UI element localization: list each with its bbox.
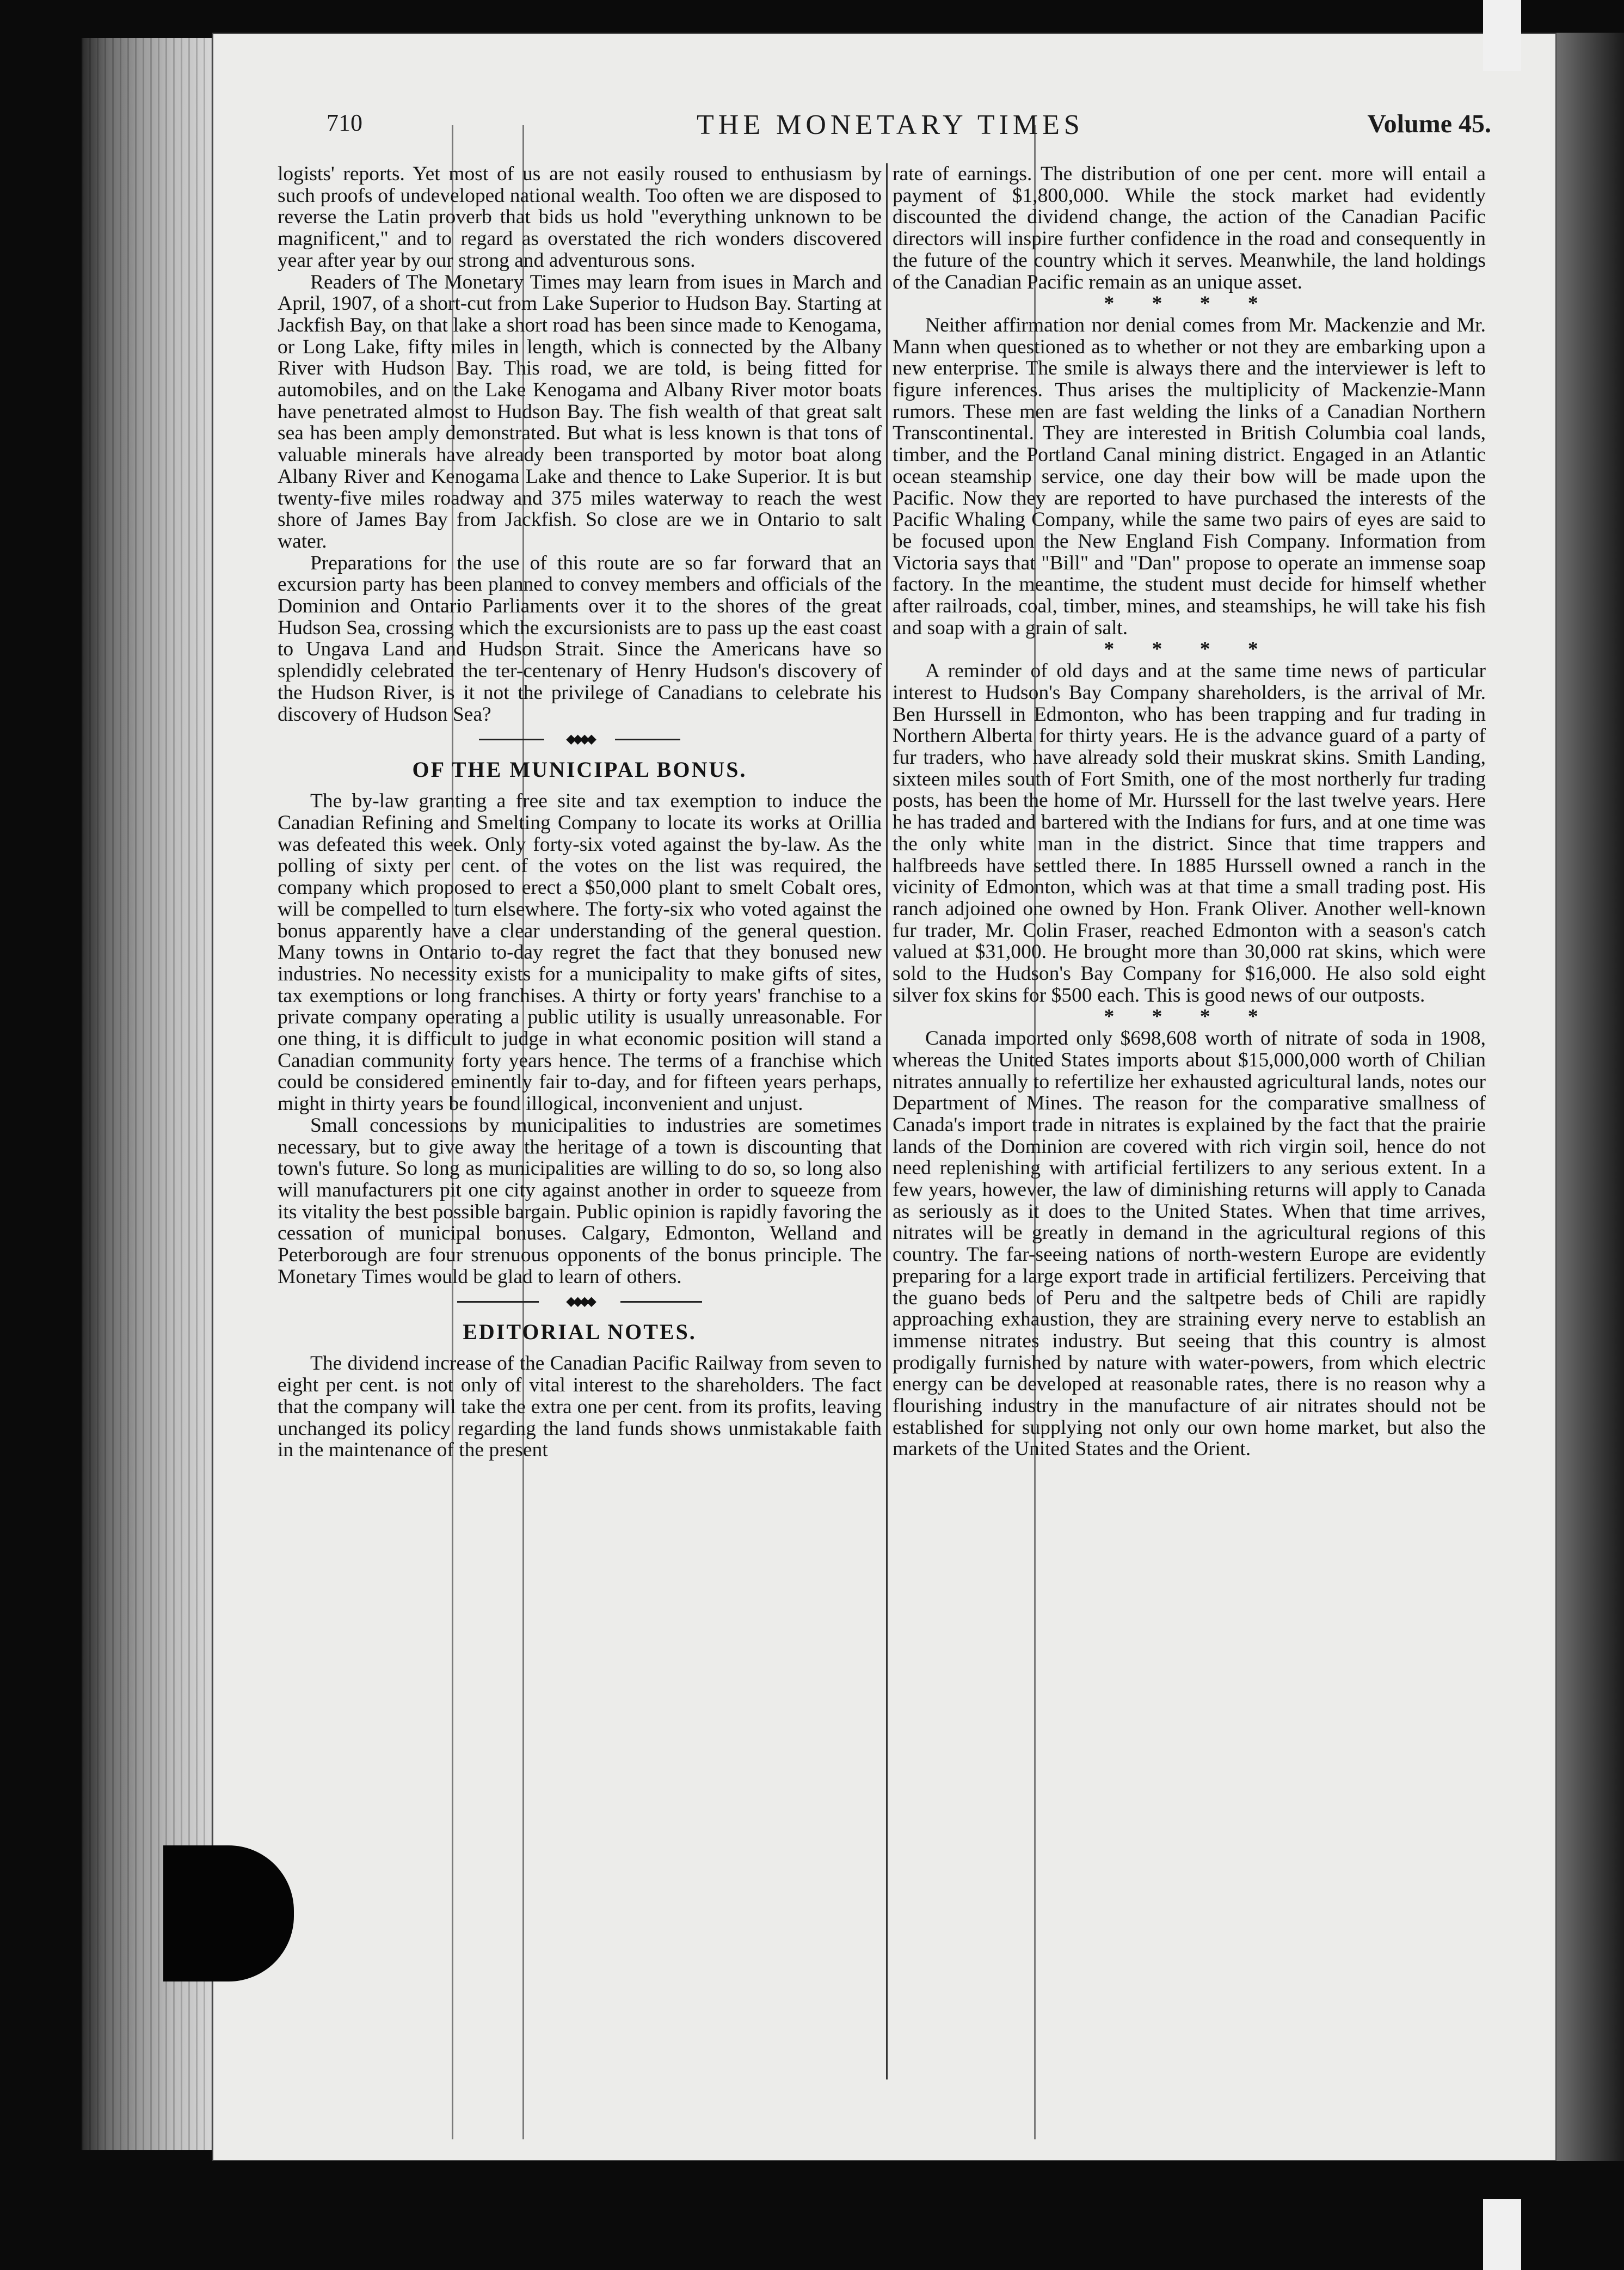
thumb-shadow <box>163 1845 294 1981</box>
paragraph: The dividend increase of the Canadian Pacific Railway from seven to eight per cent. is not only of vital interest to the shareholders. The fact that the company will take the extra one per cent. from its profits, leaving unchanged its policy regarding the land funds shows unmistakable faith in the maintenance of the present <box>278 1352 882 1462</box>
page-shadow <box>1557 33 1624 2161</box>
paragraph: The by-law granting a free site and tax exemption to induce the Canadian Refining and Smelting Company to locate its works at Orillia was defeated this week. Only forty-six voted against the by-law. As the polling of sixty per cent. of the votes on the list was required, the company which proposed to erect a $50,000 plant to smelt Cobalt ores, will be compelled to turn elsewhere. The forty-six who voted against the bonus apparently have a clear understanding of the general question. Many towns in Ontario to-day regret the fact that they bonused new industries. No necessity exists for a municipality to make gifts of sites, tax exemptions or long franchises. A thirty or forty years' franchise to a private company operating a public utility is usually unreasonable. For one thing, it is difficult to judge in what economic position will stand a Canadian community forty years hence. The terms of a franchise which could be considered eminently fair to-day, and for fifteen years perhaps, might in thirty years be found illogical, inconvenient and unjust. <box>278 790 882 1115</box>
paragraph: Preparations for the use of this route are so far forward that an excursion party has been planned to convey members and officials of the Dominion and Ontario Parliaments over it to the shores of the great Hudson Sea, crossing which the excursionists are to pass up the east coast to Ungava Land and Hudson Strait. Since the Americans have so splendidly celebrated the ter-centenary of Henry Hudson's discovery of the Hudson River, is it not the privilege of Canadians to celebrate his discovery of Hudson Sea? <box>278 551 882 726</box>
section-heading: OF THE MUNICIPAL BONUS. <box>412 757 747 782</box>
page-header <box>327 109 1491 158</box>
publication-title: THE MONETARY TIMES <box>697 109 1084 140</box>
paragraph: Small concessions by municipalities to industries are sometimes necessary, but to give away the heritage of a town is discounting that town's future. So long as municipalities are willing to do so, so long also will manufacturers pit one city against another in order to squeeze from its vitality the best possible bargain. Public opinion is rapidly favoring the cessation of municipal bonuses. Calgary, Edmonton, Welland and Peterborough are four strenuous opponents of the bonus principle. The Monetary Times would be glad to learn of others. <box>278 1114 882 1288</box>
column-divider <box>886 163 888 2079</box>
paragraph: logists' reports. Yet most of us are not easily roused to enthusiasm by such proofs of undeveloped national wealth. Too often we are disposed to reverse the Latin proverb that bids us hold "everything unknown to be magnificent," and to regard as overstated the rich wonders discovered year after year by our strong and adventurous sons. <box>278 163 882 272</box>
section-heading: EDITORIAL NOTES. <box>463 1320 697 1345</box>
page-number: 710 <box>327 109 362 136</box>
paragraph: Canada imported only $698,608 worth of nitrate of soda in 1908, whereas the United States imports about $15,000,000 worth of Chilian nitrates annually to refertilize her exhausted agricultural lands, notes our Department of Mines. The reason for the comparative smallness of Canada's import trade in nitrates is explained by the fact that the prairie lands of the Dominion are covered with rich virgin soil, hence do not need replenishing with artificial fertilizers to any serious extent. In a few years, however, the law of diminishing returns will apply to Canada as seriously as it does to the United States. When that time arrives, nitrates will be greatly in demand in the agricultural regions of this country. The far-seeing nations of north-western Europe are evidently preparing for a large export trade in artificial fertilizers. Perceiving that the guano beds of Peru and the saltpetre beds of Chili are rapidly approaching exhaustion, they are straining every nerve to establish an immense nitrates industry. But seeing that this country is almost prodigally furnished by nature with water-powers, from which electric energy can be developed at reasonable rates, there is no reason why a flourishing industry in the manufacture of air nitrates should not be established for supplying not only our own home market, but also the markets of the United States and the Orient. <box>893 1027 1486 1461</box>
left-column <box>278 163 882 1461</box>
volume-label: Volume 45. <box>1367 109 1491 138</box>
section-separator: * * * * <box>1104 1005 1275 1028</box>
bottom-clip <box>1483 2199 1521 2270</box>
top-clip <box>1483 0 1521 71</box>
right-column <box>893 163 1486 1460</box>
paragraph: A reminder of old days and at the same time news of particular interest to Hudson's Bay Company shareholders, is the arrival of Mr. Ben Hurssell in Edmonton, who has been trapping and fur trading in Northern Alberta for thirty years. He is the advance guard of a party of fur traders, who have already sold their muskrat skins. Smith Landing, sixteen miles south of Fort Smith, one of the most northerly fur trading posts, has been the home of Mr. Hurssell for the last twelve years. Here he has traded and bartered with the Indians for furs, and at one time was the only white man in the district. Since that time trappers and halfbreeds have settled there. In 1885 Hurssell owned a ranch in the vicinity of Edmonton, which was at that time a small trading post. His ranch adjoined one owned by Hon. Frank Oliver. Another well-known fur trader, Mr. Colin Fraser, reached Edmonton with a season's catch valued at $31,000. He brought more than 30,000 rat skins, which were sold to the Hudson's Bay Company for $16,000. He also sold eight silver fox skins for $500 each. This is good news of our outposts. <box>893 660 1486 1007</box>
ornament-divider: ◆◆◆◆ <box>278 728 882 750</box>
ornament-divider: ◆◆◆◆ <box>278 1291 882 1312</box>
paragraph: rate of earnings. The distribution of one per cent. more will entail a payment of $1,800,000. While the stock market had evidently discounted the dividend change, the action of the Canadian Pacific directors will inspire further confidence in the road and consequently in the future of the country which it serves. Meanwhile, the land holdings of the Canadian Pacific remain as an unique asset. <box>893 163 1486 293</box>
paragraph: Neither affirmation nor denial comes from Mr. Mackenzie and Mr. Mann when questioned as to whether or not they are embarking upon a new enterprise. The smile is always there and the interviewer is left to figure inferences. Thus arises the multiplicity of Mackenzie-Mann rumors. These men are fast welding the links of a Canadian Northern Transcontinental. They are interested in British Columbia coal lands, timber, and the Portland Canal mining district. Engaged in an Atlantic ocean steamship service, one day their bow will be made upon the Pacific. Now they are reported to have purchased the interests of the Pacific Whaling Company, while the same two pairs of eyes are said to be focused upon the New England Fish Company. Information from Victoria says that "Bill" and "Dan" propose to operate an immense soap factory. In the meantime, the student must decide for himself whether after railroads, coal, timber, mines, and steamships, he will take his fish and soap with a grain of salt. <box>893 314 1486 639</box>
book-page-edges <box>82 38 212 2150</box>
section-separator: * * * * <box>1104 292 1275 315</box>
paragraph: Readers of The Monetary Times may learn from isues in March and April, 1907, of a short-cut from Lake Superior to Hudson Bay. Starting at Jackfish Bay, on that lake a short road has been since made to Kenogama, or Long Lake, fifty miles in length, which is connected by the Albany River with Hudson Bay. This road, we are told, is being fitted for automobiles, and on the Lake Kenogama and Albany River motor boats have penetrated almost to Hudson Bay. The fish wealth of that great salt sea has been amply demonstrated. But what is less known is that tons of valuable minerals have already been transported by motor boat along Albany River and Kenogama Lake and thence to Lake Superior. It is but twenty-five miles roadway and 375 miles waterway to reach the west shore of James Bay from Jackfish. So close are we in Ontario to salt water. <box>278 271 882 553</box>
section-separator: * * * * <box>1104 638 1275 661</box>
